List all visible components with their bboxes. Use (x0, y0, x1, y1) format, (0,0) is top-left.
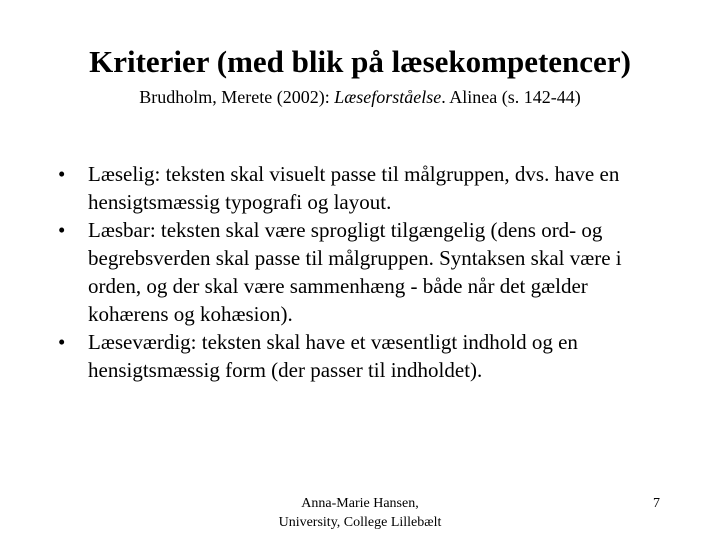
bullet-icon: • (58, 218, 66, 242)
reference-author-year: Brudholm, Merete (2002): (139, 87, 335, 107)
slide-subtitle-reference (0, 86, 720, 108)
slide-title: Kriterier (med blik på læsekompetencer) (89, 44, 631, 79)
bullet-text-laeselig: Læselig: teksten skal visuelt passe til målgruppen, dvs. have en hensigtsmæssig typografi og layout. (88, 162, 620, 214)
reference-book-title: Læseforståelse (334, 87, 442, 107)
list-item (58, 216, 668, 328)
bullet-icon: • (58, 330, 66, 354)
bullet-text-laesevaerdig: Læseværdig: teksten skal have et væsentligt indhold og en hensigtsmæssig form (der passer til indholdet). (88, 330, 578, 382)
list-item (58, 328, 668, 384)
list-item (58, 160, 668, 216)
footer-institution: University, College Lillebælt (278, 515, 442, 530)
slide-footer (210, 494, 510, 532)
bullet-text-laesbar: Læsbar: teksten skal være sprogligt tilgængelig (dens ord- og begrebsverden skal passe til målgruppen. Syntaksen skal være i orden, og der skal være sammenhæng - både når det gælder kohærens og kohæsion). (88, 218, 622, 326)
criteria-list (58, 160, 668, 384)
bullet-icon: • (58, 162, 66, 186)
page-number: 7 (653, 496, 660, 511)
reference-publisher-pages: . Alinea (s. 142-44) (441, 87, 581, 107)
footer-author: Anna-Marie Hansen, (301, 496, 419, 511)
